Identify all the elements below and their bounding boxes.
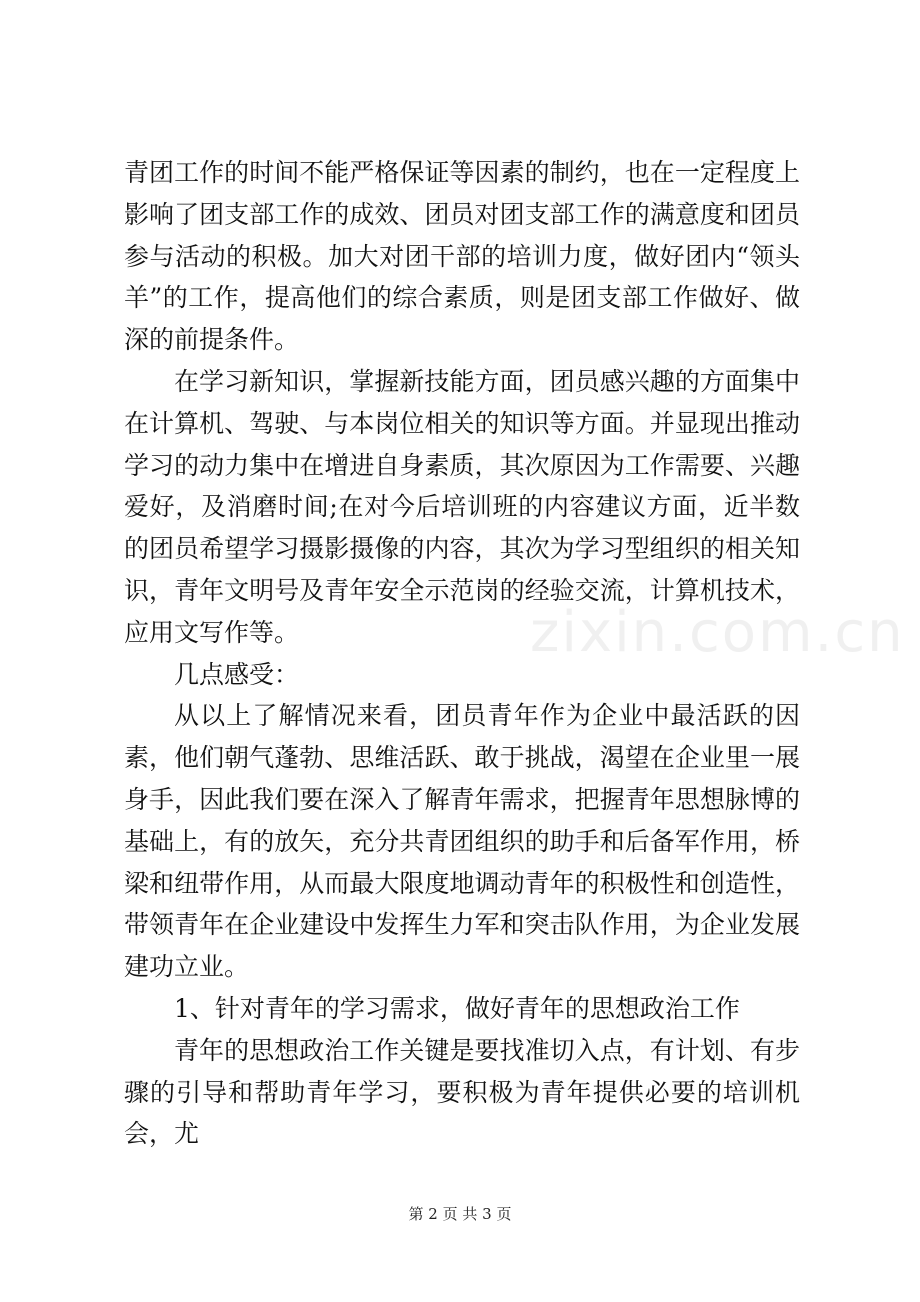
body-text <box>124 152 800 1155</box>
paragraph-2: 在学习新知识，掌握新技能方面，团员感兴趣的方面集中在计算机、驾驶、与本岗位相关的知识等方面。并显现出推动学习的动力集中在增进自身素质，其次原因为工作需要、兴趣爱好，及消磨时间;在对今后培训班的内容建议方面，近半数的团员希望学习摄影摄像的内容，其次为学习型组织的相关知识，青年文明号及青年安全示范岗的经验交流，计算机技术，应用文写作等。 <box>124 366 800 647</box>
paragraph-3: 几点感受： <box>174 659 300 689</box>
paragraph-4: 从以上了解情况来看，团员青年作为企业中最活跃的因素，他们朝气蓬勃、思维活跃、敢于挑战，渴望在企业里一展身手，因此我们要在深入了解青年需求，把握青年思想脉博的基础上，有的放矢，充分共青团组织的助手和后备军作用，桥梁和纽带作用，从而最大限度地调动青年的积极性和创造性，带领青年在企业建设中发挥生力军和突击队作用，为企业发展建功立业。 <box>124 701 800 982</box>
section-heading: 1、针对青年的学习需求，做好青年的思想政治工作 <box>174 993 740 1023</box>
paragraph-5: 青年的思想政治工作关键是要找准切入点，有计划、有步骤的引导和帮助青年学习，要积极为青年提供必要的培训机会，尤 <box>124 1035 800 1149</box>
paragraph-1: 青团工作的时间不能严格保证等因素的制约，也在一定程度上影响了团支部工作的成效、团员对团支部工作的满意度和团员参与活动的积极。加大对团干部的培训力度，做好团内“领头羊”的工作，提高他们的综合素质，则是团支部工作做好、做深的前提条件。 <box>124 158 800 355</box>
watermark: zixin.com.cn <box>530 600 905 665</box>
page-number-footer: 第 2 页 共 3 页 <box>408 1205 512 1223</box>
